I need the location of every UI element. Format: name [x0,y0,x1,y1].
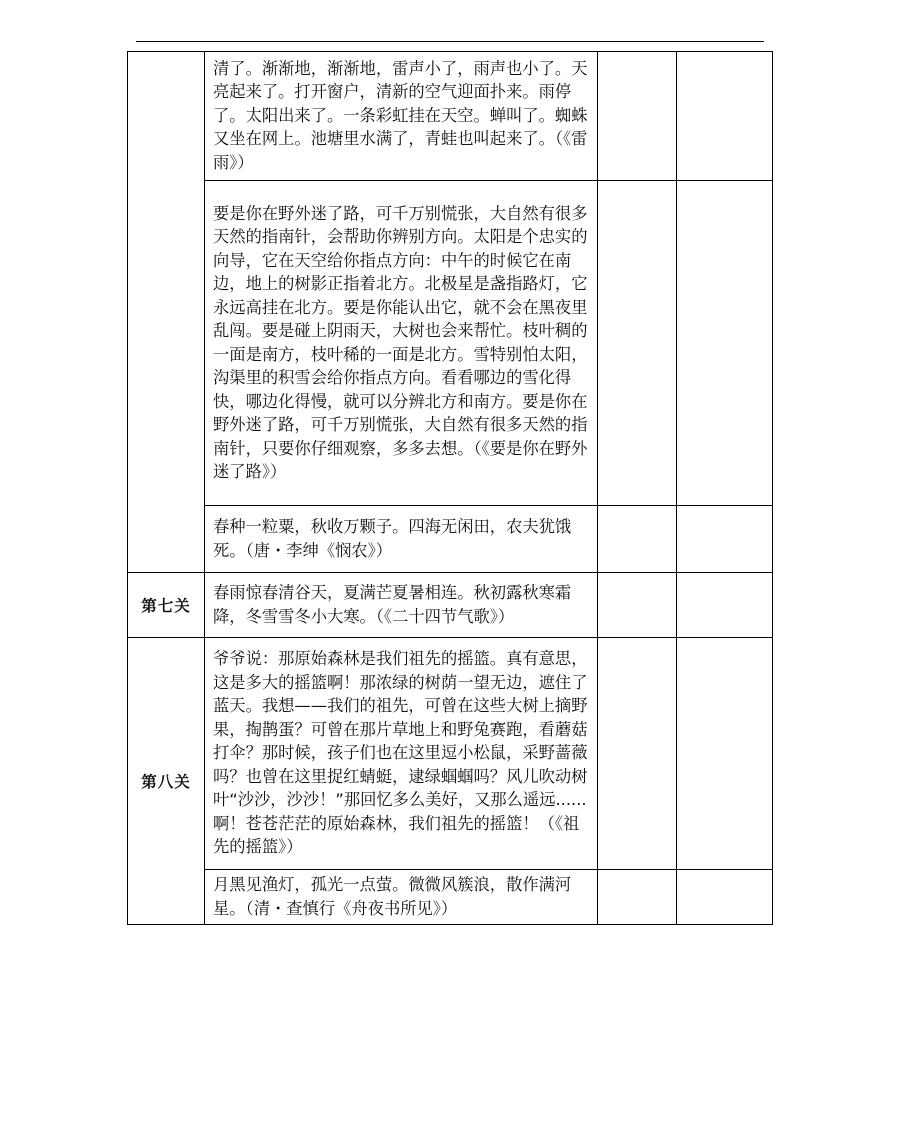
blank-cell-b [677,181,773,506]
level-cell-continued [128,52,205,573]
blank-cell-b [677,638,773,870]
table-row [128,52,773,181]
passage-ancestors-cradle: 爷爷说：那原始森林是我们祖先的摇篮。真有意思，这是多大的摇篮啊！那浓绿的树荫一望无边，遮住了蓝天。我想——我们的祖先，可曾在这些大树上摘野果，掏鹊蛋？可曾在那片草地上和野兔赛跑，看蘑菇打伞？那时候，孩子们也在这里逗小松鼠，采野蔷薇吗？也曾在这里捉红蜻蜓，逮绿蝈蝈吗？风儿吹动树叶“沙沙，沙沙！”那回忆多么美好，又那么遥远......啊！苍苍茫茫的原始森林，我们祖先的摇篮！（《祖先的摇篮》） [205,638,598,870]
table-row [128,181,773,506]
blank-cell-a [598,181,677,506]
blank-cell-a [598,506,677,573]
level-label-7: 第七关 [128,573,205,638]
passage-solar-terms: 春雨惊春清谷天，夏满芒夏暑相连。秋初露秋寒霜降，冬雪雪冬小大寒。（《二十四节气歌》） [205,573,598,638]
blank-cell-a [598,638,677,870]
recitation-table [127,51,773,925]
blank-cell-b [677,573,773,638]
blank-cell-a [598,870,677,925]
passage-thunderstorm: 清了。渐渐地，渐渐地，雷声小了，雨声也小了。天亮起来了。打开窗户，清新的空气迎面扑来。雨停了。太阳出来了。一条彩虹挂在天空。蝉叫了。蜘蛛又坐在网上。池塘里水满了，青蛙也叫起来了。（《雷雨》） [205,52,598,181]
passage-boat-night: 月黑见渔灯，孤光一点萤。微微风簇浪，散作满河星。（清・查慎行《舟夜书所见》） [205,870,598,925]
blank-cell-a [598,573,677,638]
passage-min-nong: 春种一粒粟，秋收万颗子。四海无闲田，农夫犹饿死。（唐・李绅《悯农》） [205,506,598,573]
blank-cell-b [677,870,773,925]
table-row [128,506,773,573]
table-row [128,573,773,638]
level-label-8: 第八关 [128,638,205,925]
blank-cell-a [598,52,677,181]
table-row [128,870,773,925]
blank-cell-b [677,506,773,573]
header-rule [136,41,764,42]
table-row [128,638,773,870]
blank-cell-b [677,52,773,181]
passage-lost-in-wild: 要是你在野外迷了路，可千万别慌张，大自然有很多天然的指南针，会帮助你辨别方向。太阳是个忠实的向导，它在天空给你指点方向：中午的时候它在南边，地上的树影正指着北方。北极星是盏指路灯，它永远高挂在北方。要是你能认出它，就不会在黑夜里乱闯。要是碰上阴雨天，大树也会来帮忙。枝叶稠的一面是南方，枝叶稀的一面是北方。雪特别怕太阳，沟渠里的积雪会给你指点方向。看看哪边的雪化得快，哪边化得慢，就可以分辨北方和南方。要是你在野外迷了路，可千万别慌张，大自然有很多天然的指南针，只要你仔细观察，多多去想。（《要是你在野外迷了路》） [205,181,598,506]
